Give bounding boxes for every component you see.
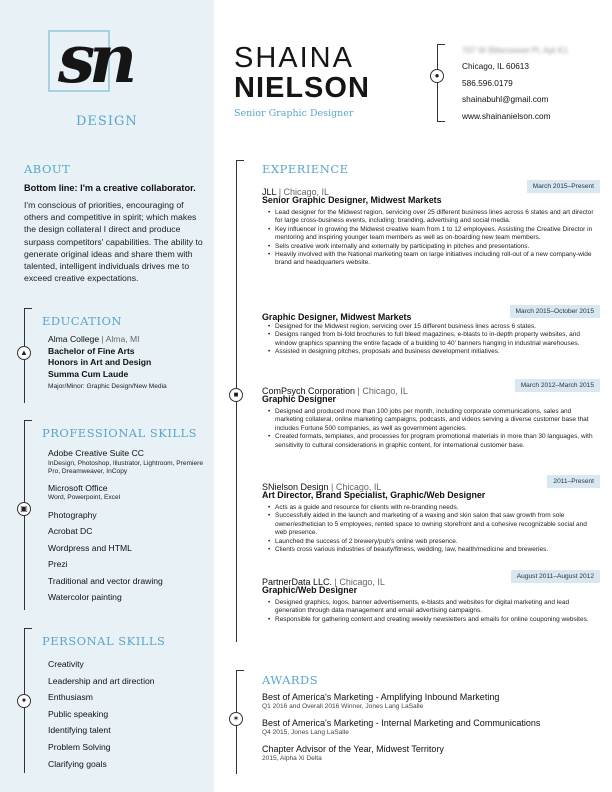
bullet: • Assisted in designing pitches, proposals and business development initiatives. <box>268 348 600 356</box>
last-name: NIELSON <box>234 72 370 104</box>
bullet: • Clients cross various industries of beauty/fitness, wedding, law, health/medicine and breweries. <box>268 546 600 554</box>
skill-item: Watercolor painting <box>48 592 122 603</box>
award-detail: Q1 2016 and Overall 2016 Winner, Jones Lang LaSalle <box>262 703 424 710</box>
award-title: Best of America's Marketing - Internal Marketing and Communications <box>262 718 541 728</box>
award-detail: Q4 2015, Jones Lang LaSalle <box>262 729 349 736</box>
company-location: | Chicago, IL <box>355 386 408 396</box>
bullet: • Launched the success of 2 brewery/pub's online web presence. <box>268 538 600 546</box>
job-bullets <box>262 209 600 268</box>
education-list <box>48 334 167 392</box>
contact-address: 707 W Bittersweet Pl, Apt K1 <box>462 45 569 55</box>
contact-city: Chicago, IL 60613 <box>462 61 530 72</box>
graduation-cap-icon: ▲ <box>17 346 31 360</box>
bullet: • Acts as a guide and resource for clients with re-branding needs. <box>268 504 600 512</box>
about-headline: Bottom line: I'm a creative collaborator. <box>24 183 196 193</box>
date-badge: August 2011–August 2012 <box>511 570 600 583</box>
personal-skill-item: Enthusiasm <box>48 692 93 703</box>
contact-email[interactable]: shainabuhl@gmail.com <box>462 94 549 105</box>
contact-phone[interactable]: 586.596.0179 <box>462 77 513 88</box>
contact-timeline <box>437 44 438 122</box>
education-title: EDUCATION <box>42 314 122 328</box>
bullet: • Created formats, templates, and processes for program promotional materials in more than 30 languages, with sensitivity to cultural considerations in graphic content, for international customer base. <box>268 433 600 450</box>
awards-tick <box>236 670 244 671</box>
about-body: I'm conscious of priorities, encouraging of others and competitive in spirit; which makes the design collateral I direct and produce surpass competitors' capabilities. The ability to generate original ideas and share them with talented, intelligent individuals drives me to exceed creative expectations. <box>24 200 203 284</box>
company-name: SNielson Design <box>262 482 329 492</box>
job-role: Senior Graphic Designer, Midwest Markets <box>262 195 442 205</box>
job-subtitle: Senior Graphic Designer <box>234 108 354 119</box>
bullet: • Successfully aided in the launch and marketing of a waxing and skin salon that saw growth from sole owner/esthetician to 5 employees, rented space to owning storefront and a cohesive recognizable social and web presence. <box>268 512 600 537</box>
professional-skills-title: PROFESSIONAL SKILLS <box>42 426 198 440</box>
skill-item: Prezi <box>48 559 68 570</box>
company-location: | Chicago, IL <box>276 187 330 197</box>
bullet: • Designs ranged from bi-fold brochures to full bleed magazines, e-blasts to in-depth property websites, and window graphics spanning the entire facade of a building to 40' banners hanging in industrial warehouses. <box>268 331 600 348</box>
award-title: Chapter Advisor of the Year, Midwest Territory <box>262 744 444 754</box>
about-title: ABOUT <box>24 162 71 176</box>
job-entry <box>262 182 600 268</box>
school-location: | Alma, MI <box>99 334 140 344</box>
job-entry <box>262 477 600 554</box>
company-name: ComPsych Corporation <box>262 386 356 396</box>
bullet: • Designed and produced more than 100 jobs per month, including corporate communications, sales and marketing collateral, online marketing campaigns, podcasts, and videos serving a diverse customer base that includes Fortune 500 companies, as well as government agencies. <box>268 408 600 433</box>
personal-skill-item: Problem Solving <box>48 741 111 752</box>
first-name: SHAINA <box>234 42 354 74</box>
education-tick <box>24 308 32 309</box>
briefcase-icon: ■ <box>229 388 243 402</box>
major-minor: Major/Minor: Graphic Design/New Media <box>48 383 167 390</box>
date-badge: 2011–Present <box>547 475 600 488</box>
job-bullets <box>262 599 600 624</box>
bullet: • Responsible for gathering content and creating weekly newsletters and emails for online couponing websites. <box>268 616 600 624</box>
skill-item: Traditional and vector drawing <box>48 575 163 586</box>
company-location: | Chicago, IL <box>328 482 382 492</box>
award-item <box>262 718 540 737</box>
job-bullets <box>262 504 600 554</box>
contact-website[interactable]: www.shainanielson.com <box>462 110 551 121</box>
location-pin-icon: ● <box>430 69 444 83</box>
contact-block <box>462 42 568 124</box>
skill-item: Photography <box>48 509 97 520</box>
experience-tick <box>236 160 244 161</box>
date-badge: March 2012–March 2015 <box>515 379 600 392</box>
personal-skills-title: PERSONAL SKILLS <box>42 634 166 648</box>
bullet: • Designed graphics, logos, banner advertisements, e-blasts and websites for digital marketing and lead generation through data management and email advertising campaigns. <box>268 599 600 616</box>
honors-2: Summa Cum Laude <box>48 368 129 379</box>
personal-skill-item: Leadership and art direction <box>48 675 155 686</box>
experience-title: EXPERIENCE <box>262 162 349 176</box>
logo-monogram: sn <box>58 20 132 98</box>
professional-skills-list <box>48 448 208 604</box>
personal-skills-list <box>48 656 155 772</box>
bullet: • Lead designer for the Midwest region, servicing over 25 different business lines across 6 states and art director for large cross-business events, including: branding, advertising and social media. <box>268 209 600 226</box>
bullet: • Key influencer in growing the Midwest creative team from 1 to 12 employees. Assisting the Creative Director in mentoring and inspiring younger team members as well as on-boarding new team members. <box>268 226 600 243</box>
personal-skill-item: Creativity <box>48 659 84 669</box>
skill-item: Acrobat DC <box>48 526 93 537</box>
personal-skill-item: Public speaking <box>48 708 109 719</box>
company-name: JLL <box>262 187 277 197</box>
contact-tick-bottom <box>437 121 445 122</box>
date-badge: March 2015–October 2015 <box>510 305 600 318</box>
skill-item: Wordpress and HTML <box>48 542 132 553</box>
job-role: Graphic Designer, Midwest Markets <box>262 312 412 322</box>
bullet: • Sells creative work internally and externally by participating in pitches and presentations. <box>268 243 600 251</box>
personal-skill-item: Identifying talent <box>48 725 111 736</box>
award-item <box>262 744 444 763</box>
job-entry <box>262 572 600 624</box>
job-entry <box>262 381 600 450</box>
contact-tick-top <box>437 44 445 45</box>
skill-item: Adobe Creative Suite CC <box>48 448 145 458</box>
monitor-icon: ▣ <box>17 502 31 516</box>
job-bullets <box>262 323 600 357</box>
date-badge: March 2015–Present <box>527 180 600 193</box>
award-detail: 2015, Alpha Xi Delta <box>262 755 322 762</box>
awards-title: AWARDS <box>262 673 319 687</box>
skill-detail: InDesign, Photoshop, Illustrator, Lightroom, Premiere Pro, Dreamweaver, InCopy <box>48 459 204 476</box>
personal-skill-item: Clarifying goals <box>48 758 107 769</box>
logo <box>48 20 160 130</box>
job-entry <box>262 307 600 357</box>
compass-icon: ✦ <box>17 694 31 708</box>
personal-tick <box>24 628 32 629</box>
bullet: • Designed for the Midwest region, servicing over 15 different business lines across 6 states. <box>268 323 600 331</box>
skill-item: Microsoft Office <box>48 482 108 493</box>
award-title: Best of America's Marketing - Amplifying Inbound Marketing <box>262 692 500 702</box>
sidebar <box>0 0 214 792</box>
job-role: Art Director, Brand Specialist, Graphic/Web Designer <box>262 490 486 500</box>
company-location: | Chicago, IL <box>332 577 385 587</box>
degree: Bachelor of Fine Arts <box>48 345 135 356</box>
company-name: PartnerData LLC. <box>262 577 333 587</box>
skills-tick <box>24 420 32 421</box>
honors-1: Honors in Art and Design <box>48 357 152 367</box>
school-name: Alma College <box>48 334 100 344</box>
job-role: Graphic/Web Designer <box>262 585 358 595</box>
award-item <box>262 692 499 711</box>
job-bullets <box>262 408 600 450</box>
lightbulb-icon: ✶ <box>229 712 243 726</box>
job-role: Graphic Designer <box>262 394 336 404</box>
logo-wordmark: DESIGN <box>76 114 138 129</box>
bullet: • Heavily involved with the National marketing team on large initiatives including roll-out of a new company-wide brand and headquarters website. <box>268 251 600 268</box>
skill-detail: Word, Powerpoint, Excel <box>48 494 121 502</box>
